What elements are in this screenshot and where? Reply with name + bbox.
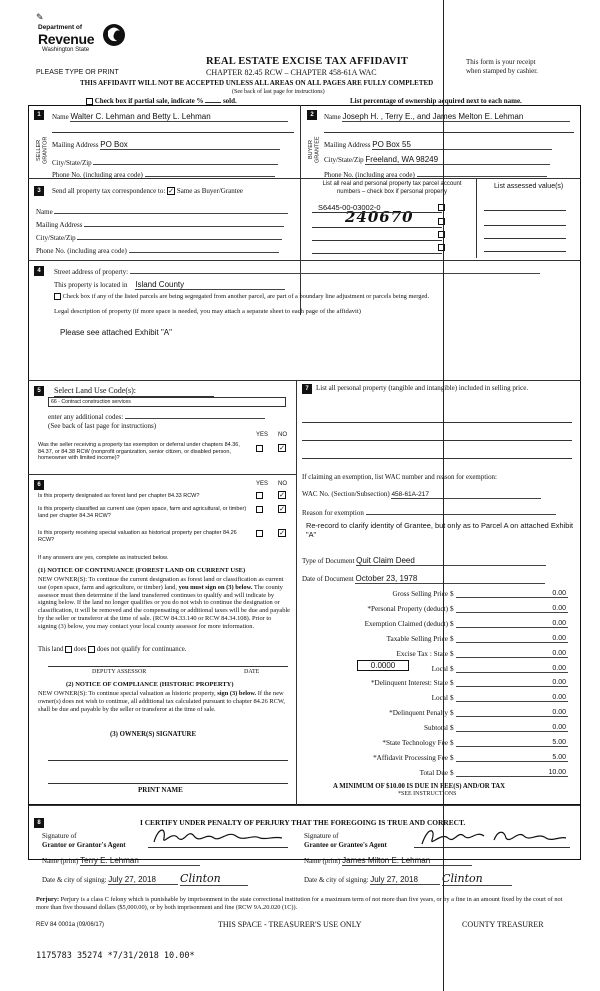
section-7-badge: 7: [302, 384, 312, 394]
seller-address-row: [52, 140, 280, 150]
historic-question: Is this property receiving special valuation as historical property per chapter 84.26 RCW?: [38, 530, 237, 543]
receipt-line2: when stamped by cashier.: [466, 67, 538, 75]
additional-codes-field[interactable]: [125, 411, 265, 419]
street-address-field[interactable]: [130, 266, 540, 274]
print-name-label: PRINT NAME: [138, 786, 183, 794]
legal-desc-exhibit[interactable]: Please see attached Exhibit "A": [60, 328, 172, 337]
seller-city-field[interactable]: [93, 156, 278, 165]
exemption-question: Was the seller receiving a property tax exemption or deferral under chapters 84.36, 84.37, or 84.38 RCW (nonprofit organization, senior citizen, or disabled person, homeowner with limited income)?: [38, 442, 240, 462]
reason-row: [302, 507, 556, 517]
money-row-dollar: $: [450, 649, 454, 658]
money-row-label: Excise Tax : State: [396, 649, 448, 658]
buyer-city-label: City/State/Zip: [324, 156, 364, 164]
perjury-text: Perjury is a class C felony which is punishable by imprisonment in the state correctional institution for a maximum term of not more than five years, or by a fine in an amount fixed by the court of not more than five thousand dollars ($5,000.00), or by both imprisonment and fine (RCW 9A.20.020 (1C)).: [36, 896, 563, 912]
corr-address-field[interactable]: [84, 219, 284, 227]
section-4-badge: 4: [34, 266, 44, 276]
section-3-badge: 3: [34, 186, 44, 196]
money-row-value[interactable]: 0.00: [456, 665, 568, 673]
notice-continuance-body: [38, 576, 290, 631]
grantee-date-label: Date & city of signing:: [304, 876, 369, 884]
located-row: [54, 280, 285, 290]
sec5-no-header: NO: [278, 432, 287, 438]
personal-property-label: List all personal property (tangible and intangible) included in selling price.: [316, 384, 529, 392]
parcel-list-header: [312, 181, 472, 196]
money-row-value[interactable]: 10.00: [456, 769, 568, 777]
document-type-field[interactable]: Quit Claim Deed: [356, 556, 546, 566]
grantee-date-row: [304, 872, 512, 886]
section-6-badge: 6: [34, 480, 44, 490]
cashier-stamp: 1175783 35274 *7/31/2018 10.00*: [36, 951, 195, 961]
grantor-sig-label-1: Signature of: [42, 832, 77, 840]
logo-dept-line3: Washington State: [42, 47, 90, 53]
segregated-checkbox[interactable]: [54, 293, 61, 300]
forest-no-checkbox[interactable]: ✓: [279, 491, 285, 499]
ownership-pct-header: List percentage of ownership acquired next to each name.: [350, 97, 522, 105]
located-label: This property is located in: [54, 281, 128, 289]
scan-fold-line: [443, 0, 444, 991]
does-label: does: [73, 646, 87, 654]
reason-underline: [366, 507, 556, 515]
money-row-value[interactable]: 0.00: [456, 590, 568, 598]
revenue-logo-icon: [102, 22, 126, 48]
form-title: REAL ESTATE EXCISE TAX AFFIDAVIT: [206, 56, 409, 67]
section-1-badge: 1: [34, 110, 44, 120]
document-type-label: Type of Document: [302, 557, 355, 565]
grantee-signature-icon: [414, 824, 570, 848]
document-date-row: [302, 574, 545, 584]
money-row-value[interactable]: 0.00: [456, 635, 568, 643]
seller-name-row: [52, 112, 294, 122]
money-row-label: *Affidavit Processing Fee: [373, 753, 448, 762]
partial-sale-checkbox[interactable]: [86, 98, 93, 105]
grantee-date-field[interactable]: July 27, 2018: [370, 875, 440, 885]
seller-city-row: [52, 156, 278, 167]
segregated-label: Check box if any of the listed parcels are being segregated from another parcel, are part of a boundary line adjustment or parcels being merged.: [62, 293, 430, 300]
land-use-code-select[interactable]: 66 - Contract construction services: [48, 397, 286, 407]
notice-compliance-a: NEW OWNER(S): To continue special valuation as historic property,: [38, 690, 216, 697]
does-not-label: does not: [96, 646, 120, 654]
money-row-dollar: $: [450, 753, 454, 762]
county-treasurer-label: COUNTY TREASURER: [462, 920, 544, 929]
money-row-dollar: $: [450, 604, 454, 613]
perjury-notice: [36, 896, 576, 912]
section-5-badge: 5: [34, 386, 44, 396]
grantee-city-field[interactable]: Clinton: [442, 872, 512, 886]
grantor-date-row: [42, 872, 248, 886]
grantor-date-field[interactable]: July 27, 2018: [108, 875, 178, 885]
money-row-value[interactable]: 0.00: [456, 709, 568, 717]
forest-land-question: Is this property designated as forest land per chapter 84.33 RCW?: [38, 493, 200, 499]
corr-name-row: [36, 206, 288, 216]
top-mark-icon: ✎: [36, 12, 44, 22]
section-2-badge: 2: [307, 110, 317, 120]
this-land-label: This land: [38, 646, 64, 654]
exemption-yes-checkbox[interactable]: [256, 445, 263, 452]
seller-city-label: City/State/Zip: [52, 159, 92, 167]
buyer-name-label: Name: [324, 113, 341, 121]
see-instructions-note: *SEE INSTRUCTIONS: [398, 791, 457, 797]
grantor-signature-icon: [148, 824, 288, 848]
corr-city-row: [36, 232, 282, 242]
buyer-address-field[interactable]: PO Box 55: [372, 140, 552, 150]
street-address-label: Street address of property:: [54, 268, 129, 276]
receipt-line1: This form is your receipt: [466, 58, 536, 66]
document-date-label: Date of Document: [302, 575, 354, 583]
land-use-label: Select Land Use Code(s):: [54, 386, 214, 397]
money-row-label: Subtotal: [424, 724, 448, 733]
notice-compliance-b: sign (3) below.: [217, 690, 257, 697]
corr-phone-label: Phone No. (including area code): [36, 247, 127, 255]
reason-field[interactable]: Re-record to clarify identity of Grantee, but only as to Parcel A on attached Exhibit "A": [306, 521, 574, 539]
perjury-label: Perjury:: [36, 896, 60, 903]
reason-label: Reason for exemption: [302, 509, 364, 517]
corr-city-field[interactable]: [77, 232, 282, 240]
grantee-signature[interactable]: [414, 824, 570, 848]
money-row-label: Local: [431, 694, 448, 703]
buyer-phone-row: [324, 169, 547, 179]
grantor-sig-label: [42, 832, 126, 850]
same-as-buyer-checkbox[interactable]: ✓: [168, 187, 175, 196]
notice-continuance-b: you must sign on (3) below.: [178, 583, 253, 591]
deputy-assessor-label: DEPUTY ASSESSOR: [92, 669, 147, 675]
seller-address-field[interactable]: PO Box: [100, 140, 280, 150]
tax-correspondence-row: [52, 187, 243, 195]
money-row-label: Exemption Claimed (deduct): [364, 619, 448, 628]
parcel-number-1[interactable]: S6445-00-03002-0: [318, 203, 381, 212]
logo-dept-line2: Revenue: [38, 31, 95, 47]
wac-label: WAC No. (Section/Subsection): [302, 490, 390, 498]
money-row-dollar: $: [450, 768, 454, 777]
money-row-value[interactable]: 0.00: [456, 650, 568, 658]
grantor-name-field[interactable]: Terry E. Lehman: [80, 856, 200, 866]
buyer-phone-label: Phone No. (including area code): [324, 171, 415, 179]
money-row-dollar: $: [450, 724, 454, 733]
legal-desc-row: [54, 308, 361, 315]
buyer-name-field[interactable]: Joseph H. , Terry E., and James Melton E. Lehman: [342, 112, 570, 122]
county-field[interactable]: Island County: [135, 280, 285, 290]
deputy-date-label: DATE: [244, 669, 260, 675]
corr-city-label: City/State/Zip: [36, 234, 76, 242]
buyer-name-row: [324, 112, 570, 122]
money-row-label: *Personal Property (deduct): [367, 604, 448, 613]
money-row-dollar: $: [450, 590, 454, 598]
grantee-sig-label-1: Signature of: [304, 832, 339, 840]
exemption-no-checkbox[interactable]: ✓: [279, 444, 285, 452]
money-row-value[interactable]: 0.00: [456, 605, 568, 613]
segregated-row: [54, 293, 429, 300]
notice-compliance-body: [38, 690, 290, 713]
money-row-value[interactable]: 5.00: [456, 739, 568, 747]
notice-continuance-title: (1) NOTICE OF CONTINUANCE (FOREST LAND OR CURRENT USE): [38, 567, 246, 574]
money-row-label: Taxable Selling Price: [386, 634, 448, 643]
sec5-yes-header: YES: [256, 432, 269, 438]
minimum-fee-notice: A MINIMUM OF $10.00 IS DUE IN FEE(S) AND/OR TAX: [333, 783, 506, 790]
buyer-phone-field[interactable]: [417, 169, 547, 177]
money-row-label: *Delinquent Penalty: [389, 709, 448, 718]
land-qualify-row: [38, 646, 186, 653]
money-row-label: Total Due: [419, 768, 448, 777]
land-use-see-back: (See back of last page for instructions): [48, 422, 157, 430]
partial-pct-field[interactable]: [205, 102, 221, 103]
money-row-value[interactable]: 0.00: [456, 679, 568, 687]
money-row-dollar: $: [450, 694, 454, 703]
money-row-value[interactable]: 0.00: [456, 724, 568, 732]
owner-signature-label: (3) OWNER(S) SIGNATURE: [110, 731, 196, 738]
sec6-yes-header: YES: [256, 481, 269, 487]
buyer-address-label: Mailing Address: [324, 141, 371, 149]
revision-number: REV 84 0001a (09/06/17): [36, 922, 105, 928]
corr-address-row: [36, 219, 284, 229]
grantor-name-row: [42, 856, 200, 866]
same-as-buyer-label: Same as Buyer/Grantee: [176, 187, 243, 195]
money-row-label: *Delinquent Interest: State: [370, 679, 448, 688]
does-checkbox[interactable]: [65, 646, 72, 653]
current-use-no-checkbox[interactable]: ✓: [279, 505, 285, 513]
grantor-date-label: Date & city of signing:: [42, 876, 107, 884]
money-row-dollar: $: [450, 634, 454, 643]
grantor-sig-label-2: Grantor or Grantor's Agent: [42, 840, 126, 849]
partial-sale-label: Check box if partial sale, indicate %: [94, 97, 204, 105]
additional-codes-label: enter any additional codes:: [48, 413, 124, 421]
corr-phone-field[interactable]: [129, 245, 279, 253]
form-chapters: CHAPTER 82.45 RCW – CHAPTER 458-61A WAC: [206, 68, 377, 77]
parcel-list-header-1: List all real and personal property tax parcel account: [322, 181, 462, 187]
grantee-sig-label-2: Grantee or Grantee's Agent: [304, 840, 387, 849]
corr-name-field[interactable]: [54, 206, 288, 214]
grantee-name-field[interactable]: James Milton E. Lehman: [342, 856, 472, 866]
send-correspondence-label: Send all property tax correspondence to:: [52, 187, 166, 195]
corr-address-label: Mailing Address: [36, 221, 83, 229]
wac-row: [302, 490, 541, 499]
seller-name-label: Name: [52, 113, 69, 121]
grantee-sig-label: [304, 832, 387, 850]
grantor-city-field[interactable]: Clinton: [180, 872, 248, 886]
grantee-name-label: Name (print): [304, 857, 341, 865]
money-row-value[interactable]: 5.00: [456, 754, 568, 762]
logo-dept-line1: Department of: [38, 24, 83, 31]
grantor-name-label: Name (print): [42, 857, 79, 865]
local-rate-field[interactable]: 0.0000: [357, 660, 409, 671]
exemption-claim-label: If claiming an exemption, list WAC number and reason for exemption:: [302, 474, 497, 481]
buyer-city-field[interactable]: Freeland, WA 98249: [365, 155, 550, 165]
buyer-address-row: [324, 140, 552, 150]
current-use-yes-checkbox[interactable]: [256, 506, 263, 513]
grantee-name-row: [304, 856, 472, 866]
sold-label: sold.: [222, 97, 237, 105]
see-back-instructions: (See back of last page for instructions): [232, 89, 325, 95]
current-use-question: Is this property classified as current use (open space, farm and agricultural, or timber) land per chapter 84.34 RCW?: [38, 506, 247, 519]
seller-name-field[interactable]: Walter C. Lehman and Betty L. Lehman: [70, 112, 288, 122]
assessed-values-header: List assessed value(s): [494, 183, 564, 190]
parcel-list-header-2: numbers – check box if personal property: [336, 188, 448, 195]
seller-phone-row: [52, 169, 275, 179]
notice-continuance-a: NEW OWNER(S): To continue the current designation as forest land or classification as current use (open space, farm and agriculture, or timber) land,: [38, 576, 284, 591]
notice-continuance-c: The county assessor must then determine if the land transferred continues to qualify and will indicate by signing below. If the land no longer qualifies or you do not wish to continue the designation or classification, it will be removed and the compensating or additional taxes will be due and payable by the seller or transferor at the time of sale. (RCW 84.33.140 or RCW 84.34.108). Prior to signing (3) below, you may contact your local county assessor for more information.: [38, 583, 290, 630]
certify-statement: I CERTIFY UNDER PENALTY OF PERJURY THAT THE FOREGOING IS TRUE AND CORRECT.: [140, 818, 466, 827]
forest-yes-checkbox[interactable]: [256, 492, 263, 499]
legal-desc-label: Legal description of property (if more space is needed, you may attach a separate sheet to each page of the affidavit): [54, 308, 361, 315]
money-row-dollar: $: [450, 679, 454, 688]
type-or-print: PLEASE TYPE OR PRINT: [36, 69, 119, 76]
wac-field[interactable]: 458-61A-217: [391, 491, 541, 499]
historic-no-checkbox[interactable]: ✓: [279, 529, 285, 537]
grantor-signature[interactable]: [148, 824, 288, 848]
document-type-row: [302, 556, 546, 566]
section-8-badge: 8: [34, 818, 44, 828]
qualify-label: qualify for continuance.: [121, 646, 187, 654]
buyer-city-row: [324, 155, 550, 165]
notice-compliance-title: (2) NOTICE OF COMPLIANCE (HISTORIC PROPERTY): [66, 681, 234, 688]
sec6-no-header: NO: [278, 481, 287, 487]
document-date-field[interactable]: October 23, 1978: [355, 574, 545, 584]
if-yes-instruction: If any answers are yes, complete as instructed below.: [38, 555, 169, 561]
seller-phone-label: Phone No. (including area code): [52, 171, 143, 179]
money-row-dollar: $: [450, 664, 454, 673]
agency-logo: [38, 22, 138, 64]
money-row-dollar: $: [450, 739, 454, 747]
seller-address-label: Mailing Address: [52, 141, 99, 149]
money-row-label: Local: [431, 664, 448, 673]
not-accepted-notice: THIS AFFIDAVIT WILL NOT BE ACCEPTED UNLESS ALL AREAS ON ALL PAGES ARE FULLY COMPLETED: [80, 79, 434, 87]
money-row-value[interactable]: 0.00: [456, 620, 568, 628]
seller-phone-field[interactable]: [145, 169, 275, 177]
notice-compliance-c: If the new owner(s) does not wish to continue, all additional tax calculated pursuant to chapter 84.26 RCW, shall be due and payable by the seller or transferor at the time of sale.: [38, 690, 285, 713]
does-not-checkbox[interactable]: [88, 646, 95, 653]
seller-side-label: SELLER GRANTOR: [36, 136, 49, 164]
parcel-handwritten-number: 240670: [345, 208, 414, 226]
corr-name-label: Name: [36, 208, 53, 216]
additional-codes-row: [48, 411, 265, 421]
street-address-row: [54, 266, 540, 276]
corr-phone-row: [36, 245, 279, 255]
money-row-dollar: $: [450, 619, 454, 628]
money-row-label: *State Technology Fee: [382, 739, 448, 747]
money-row-value[interactable]: 0.00: [456, 694, 568, 702]
historic-yes-checkbox[interactable]: [256, 530, 263, 537]
money-row-label: Gross Selling Price: [392, 590, 448, 598]
treasurer-space-label: THIS SPACE - TREASURER'S USE ONLY: [218, 920, 362, 929]
buyer-side-label: BUYER GRANTEE: [308, 136, 321, 164]
money-row-dollar: $: [450, 709, 454, 718]
